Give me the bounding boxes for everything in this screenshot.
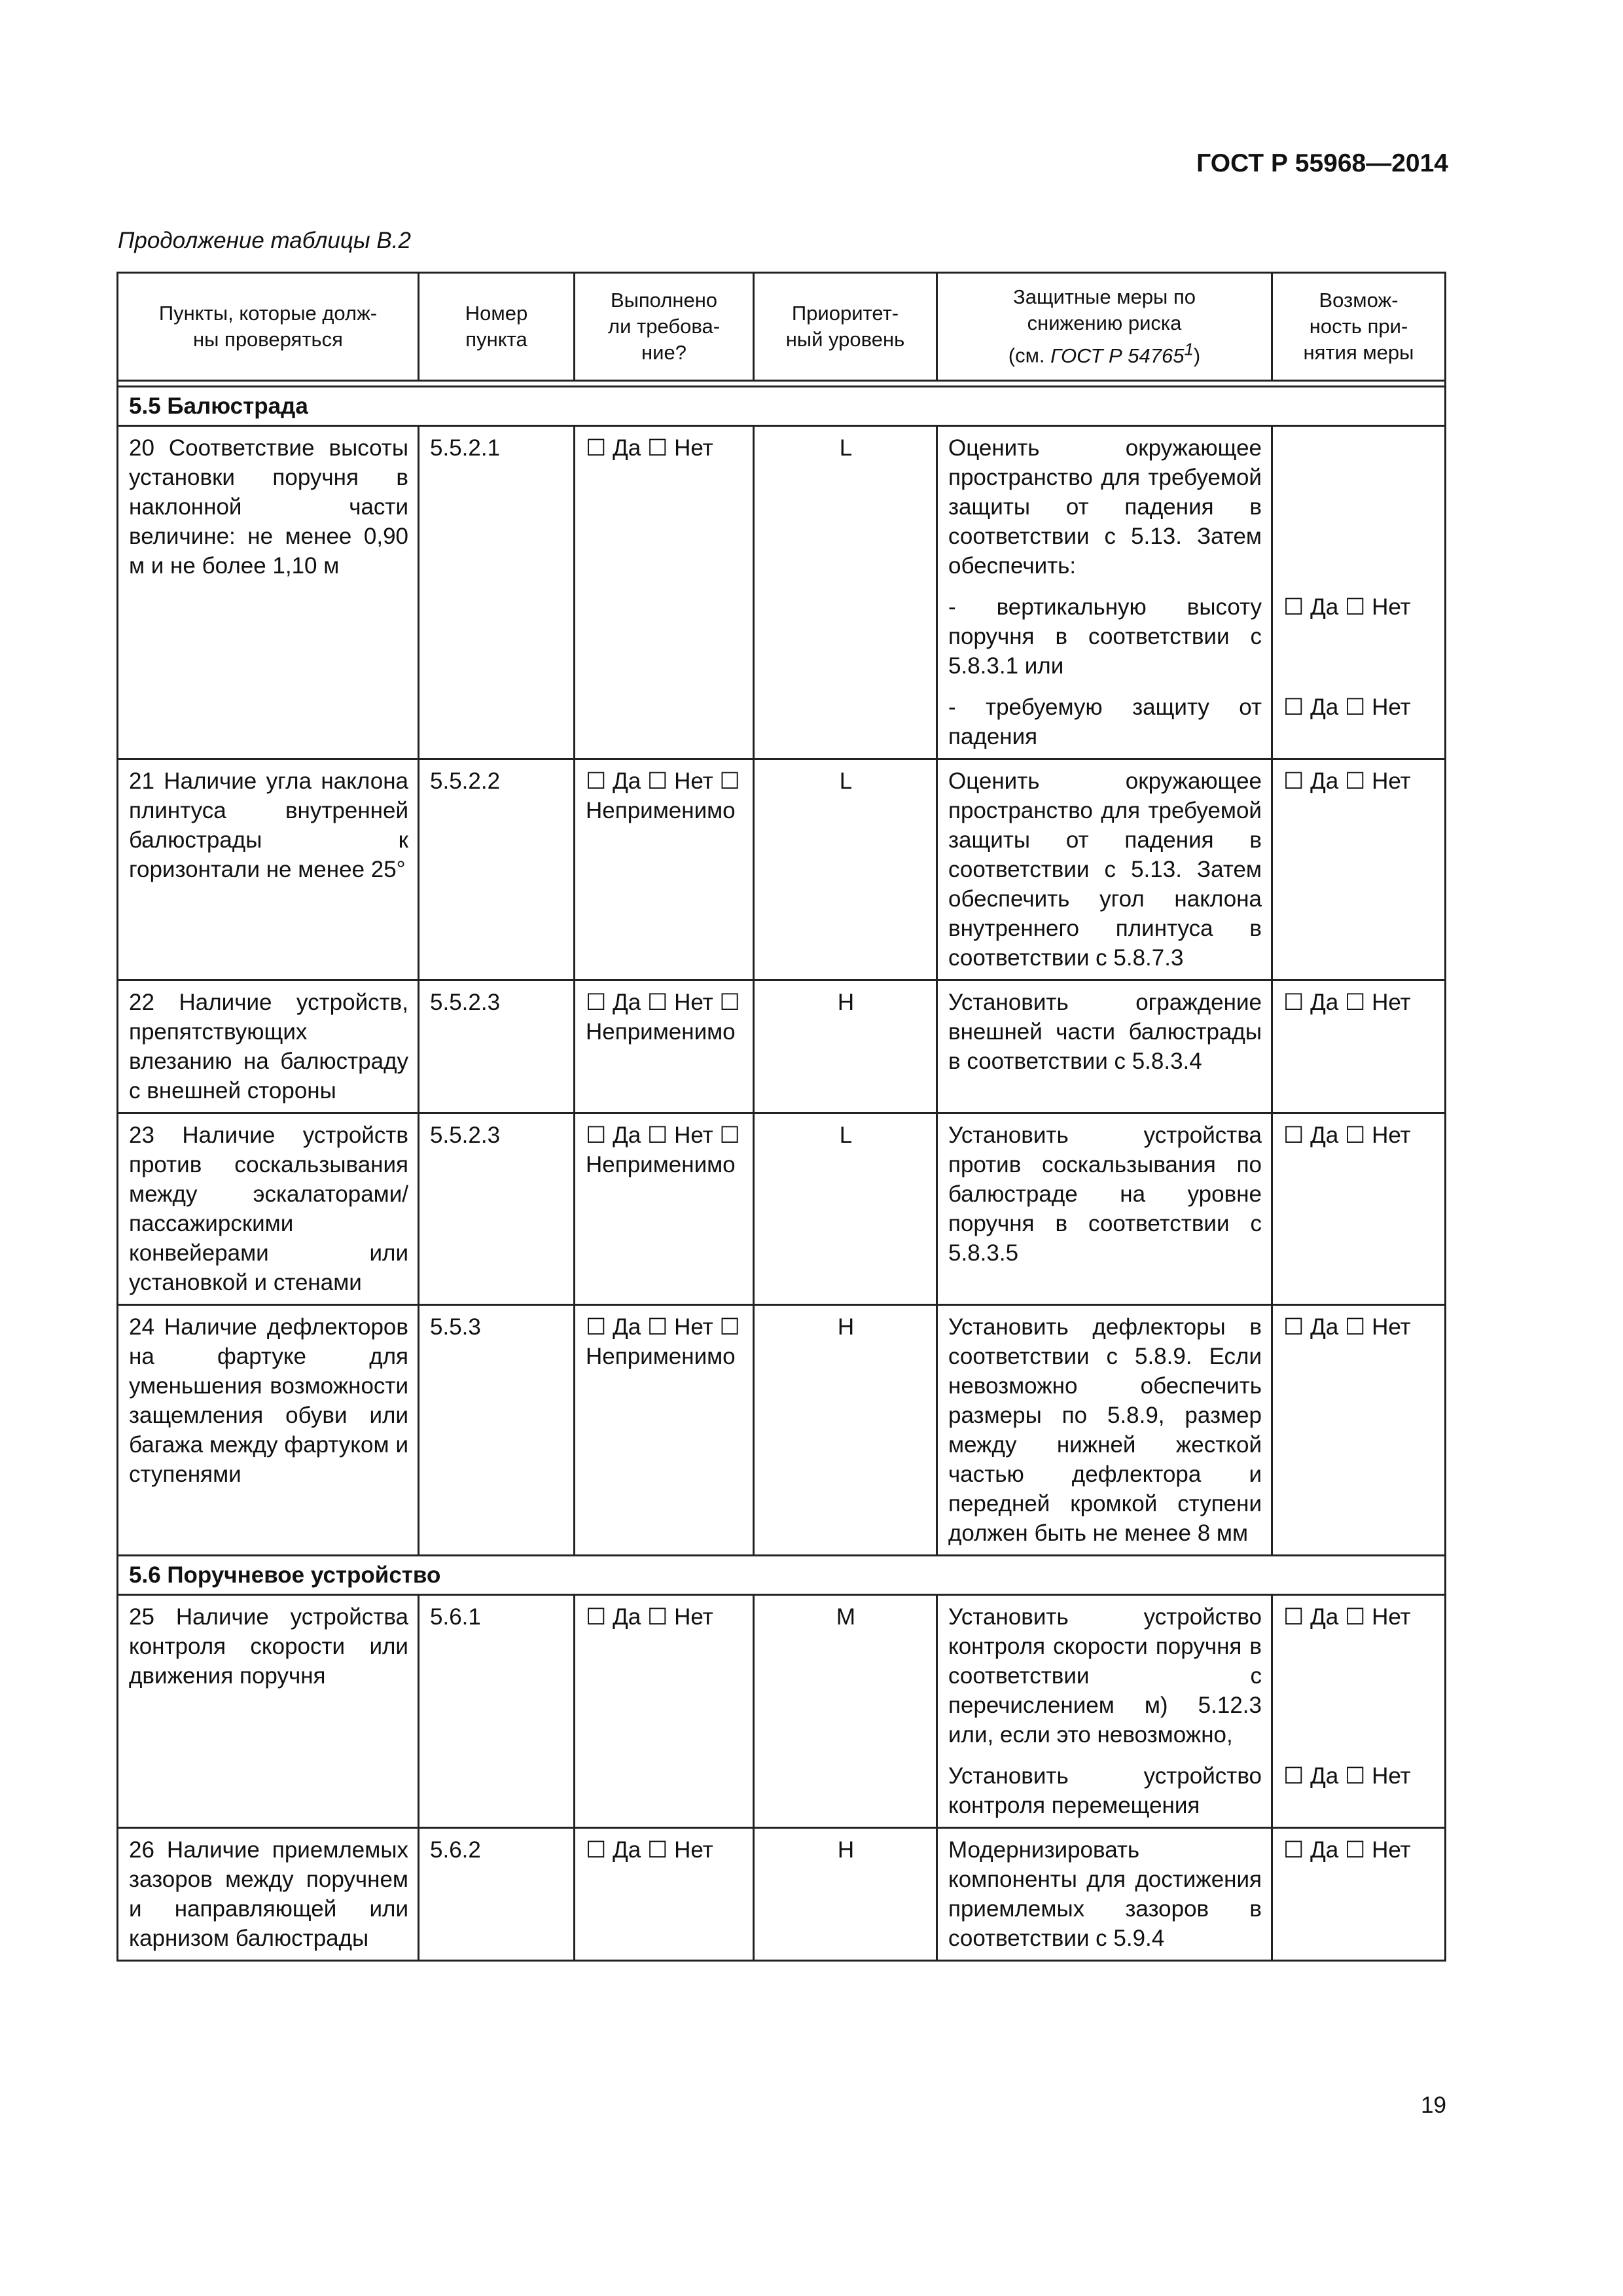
measures-cell: [937, 1305, 1272, 1556]
section-title: 5.5 Балюстрада: [118, 387, 1446, 426]
item-cell: 26 Наличие приемлемых зазоров между поручнем и направляющей или карнизом балюстрады: [118, 1828, 419, 1961]
number-cell: 5.5.2.3: [419, 980, 575, 1113]
possible-cell: [1272, 1828, 1446, 1961]
possible-value: ☐ Да ☐ Нет: [1283, 594, 1411, 620]
item-cell: 25 Наличие устройства контроля скорости или движения поручня: [118, 1595, 419, 1828]
table-row: [118, 759, 1446, 980]
spacer-cell: [118, 381, 1446, 387]
priority-cell: L: [754, 1113, 937, 1305]
measure-text: Оценить окружающее пространство для требуемой защиты от падения в соответствии с 5.13. Затем обеспечить угол наклона внутреннего плинтуса в соответствии с 5.8.7.3: [948, 768, 1262, 971]
item-cell: 23 Наличие устройств против соскальзывания между эскалаторами/ пассажирскими конвейерами или установкой и стенами: [118, 1113, 419, 1305]
priority-cell: H: [754, 1828, 937, 1961]
table-row: [118, 980, 1446, 1113]
item-cell: 22 Наличие устройств, препятствующих влезанию на балюстраду с внешней стороны: [118, 980, 419, 1113]
section-title: 5.6 Поручневое устройство: [118, 1556, 1446, 1595]
table-header-row: [118, 273, 1446, 381]
column-header-measures: Защитные меры по снижению риска (см. ГОСТ Р 54765$^1$): [937, 273, 1272, 381]
possible-value: ☐ Да ☐ Нет: [1283, 694, 1411, 720]
measures-cell: [937, 980, 1272, 1113]
page-number: 19: [1421, 2092, 1446, 2118]
measure-text: Установить устройство контроля скорости поручня в соответствии с перечислением м) 5.12.3 или, если это невозможно,: [948, 1604, 1262, 1748]
item-cell: 24 Наличие дефлекторов на фартуке для уменьшения возможности защемления обуви или багажа между фартуком и ступенями: [118, 1305, 419, 1556]
measure-text: Установить дефлекторы в соответствии с 5.8.9. Если невозможно обеспечить размеры по 5.8.9, размер между нижней жесткой частью дефлектора и передней кромкой ступени должен быть не менее 8 мм: [948, 1314, 1262, 1546]
possible-value: ☐ Да ☐ Нет: [1283, 1763, 1411, 1789]
measures-cell: [937, 1828, 1272, 1961]
measure-text: Оценить окружающее пространство для требуемой защиты от падения в соответствии с 5.13. Затем обеспечить:: [948, 435, 1262, 579]
number-cell: 5.6.2: [419, 1828, 575, 1961]
possible-cell: [1272, 1305, 1446, 1556]
measure-text: - вертикальную высоту поручня в соответствии с 5.8.3.1 или: [948, 594, 1262, 679]
column-header-priority: Приоритет- ный уровень: [754, 273, 937, 381]
table-row: [118, 1113, 1446, 1305]
done-cell: ☐ Да ☐ Нет ☐ Неприменимо: [575, 1113, 754, 1305]
section-row: [118, 387, 1446, 426]
table-row: [118, 426, 1446, 759]
number-cell: 5.6.1: [419, 1595, 575, 1828]
table-row: [118, 1828, 1446, 1961]
header-spacer-row: [118, 381, 1446, 387]
column-header-number: Номер пункта: [419, 273, 575, 381]
done-cell: ☐ Да ☐ Нет: [575, 1595, 754, 1828]
possible-value: ☐ Да ☐ Нет: [1283, 1604, 1411, 1630]
possible-cell: [1272, 1595, 1446, 1828]
possible-value: [1283, 433, 1435, 581]
column-header-possible: Возмож- ность при- нятия меры: [1272, 273, 1446, 381]
measures-cell: [937, 426, 1272, 759]
possible-value: ☐ Да ☐ Нет: [1283, 768, 1411, 794]
possible-value: ☐ Да ☐ Нет: [1283, 1314, 1411, 1340]
done-cell: ☐ Да ☐ Нет: [575, 1828, 754, 1961]
table-caption: Продолжение таблицы В.2: [118, 228, 411, 253]
column-header-done: Выполнено ли требова- ние?: [575, 273, 754, 381]
number-cell: 5.5.2.2: [419, 759, 575, 980]
measures-cell: [937, 1595, 1272, 1828]
possible-cell: [1272, 426, 1446, 759]
number-cell: 5.5.2.3: [419, 1113, 575, 1305]
possible-cell: [1272, 1113, 1446, 1305]
column-header-items: Пункты, которые долж- ны проверяться: [118, 273, 419, 381]
item-cell: 20 Соответствие высоты установки поручня в наклонной части величине: не менее 0,90 м и не более 1,10 м: [118, 426, 419, 759]
possible-value: ☐ Да ☐ Нет: [1283, 1122, 1411, 1148]
item-cell: 21 Наличие угла наклона плинтуса внутренней балюстрады к горизонтали не менее 25°: [118, 759, 419, 980]
priority-cell: L: [754, 426, 937, 759]
measure-text: - требуемую защиту от падения: [948, 694, 1262, 749]
checklist-table: [116, 272, 1446, 1962]
measure-text: Модернизировать компоненты для достижения приемлемых зазоров в соответствии с 5.9.4: [948, 1837, 1262, 1951]
priority-cell: H: [754, 980, 937, 1113]
measures-cell: [937, 1113, 1272, 1305]
number-cell: 5.5.2.1: [419, 426, 575, 759]
possible-value: ☐ Да ☐ Нет: [1283, 990, 1411, 1015]
priority-cell: L: [754, 759, 937, 980]
done-cell: ☐ Да ☐ Нет ☐ Неприменимо: [575, 1305, 754, 1556]
table-row: [118, 1305, 1446, 1556]
section-row: [118, 1556, 1446, 1595]
table-row: [118, 1595, 1446, 1828]
number-cell: 5.5.3: [419, 1305, 575, 1556]
possible-cell: [1272, 980, 1446, 1113]
measure-text: Установить ограждение внешней части балюстрады в соответствии с 5.8.3.4: [948, 990, 1262, 1074]
priority-cell: H: [754, 1305, 937, 1556]
measure-text: Установить устройство контроля перемещения: [948, 1763, 1262, 1818]
possible-value: ☐ Да ☐ Нет: [1283, 1837, 1411, 1863]
priority-cell: M: [754, 1595, 937, 1828]
measure-text: Установить устройства против соскальзывания по балюстраде на уровне поручня в соответствии с 5.8.3.5: [948, 1122, 1262, 1266]
measures-cell: [937, 759, 1272, 980]
possible-cell: [1272, 759, 1446, 980]
done-cell: ☐ Да ☐ Нет: [575, 426, 754, 759]
document-code: ГОСТ Р 55968—2014: [1196, 149, 1448, 177]
done-cell: ☐ Да ☐ Нет ☐ Неприменимо: [575, 980, 754, 1113]
done-cell: ☐ Да ☐ Нет ☐ Неприменимо: [575, 759, 754, 980]
